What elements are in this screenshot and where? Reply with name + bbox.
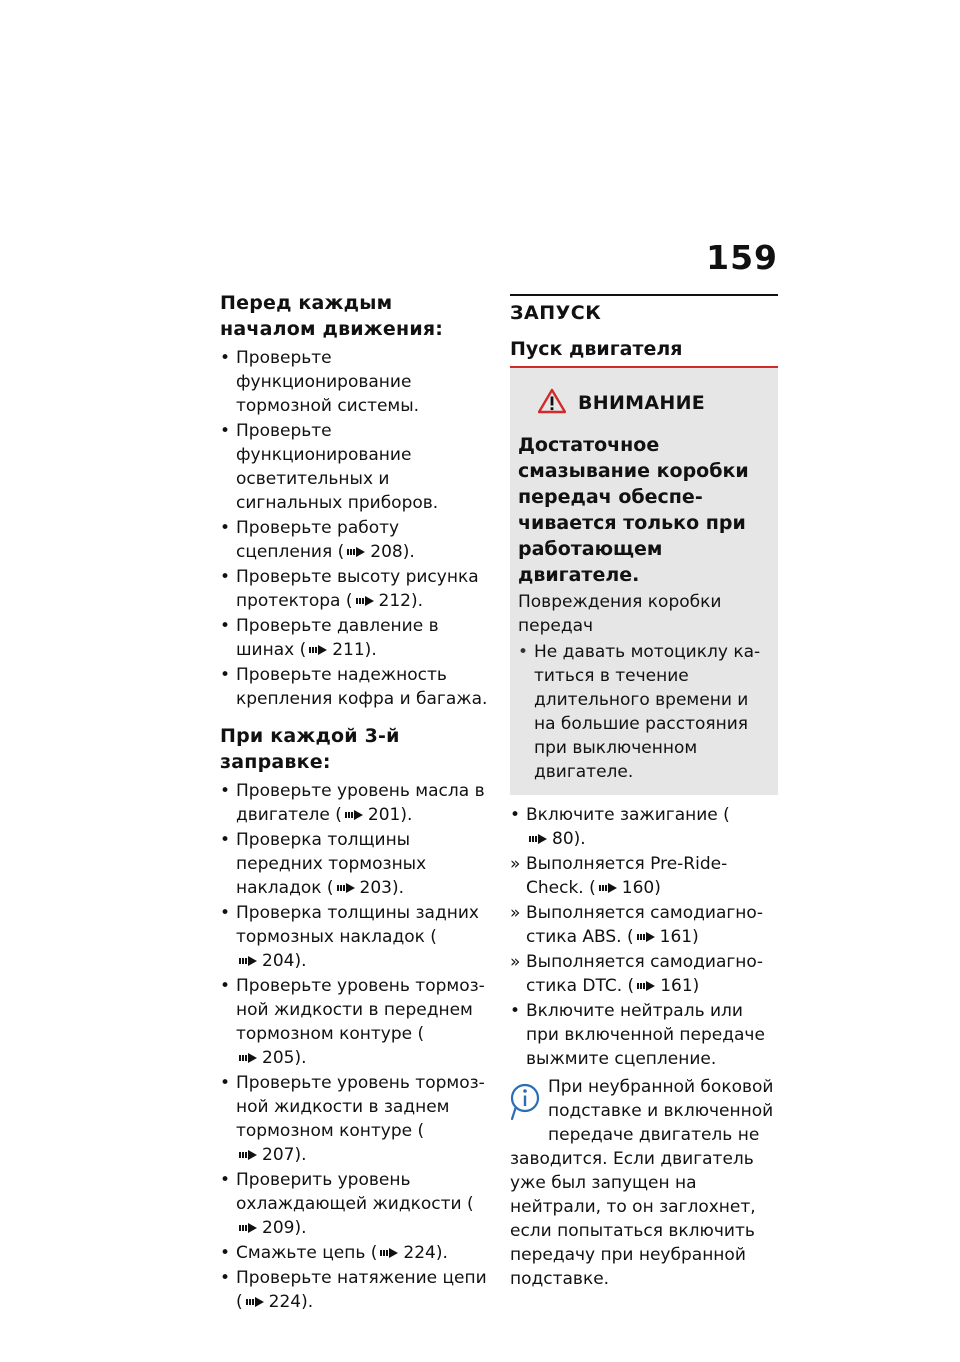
- list-item: [510, 999, 778, 1071]
- section-title-start: ЗАПУСК: [510, 302, 602, 324]
- page-reference-number: 161): [660, 976, 700, 996]
- page-reference-number: 207).: [262, 1145, 307, 1165]
- warning-list: [518, 640, 770, 784]
- list-item-text: Проверка толщины передних тормозных накладок (: [236, 830, 427, 898]
- page-reference[interactable]: [353, 589, 423, 613]
- list-item: [220, 828, 490, 900]
- list-item-text: Выполняется самодиагностика DTC. (: [526, 952, 763, 996]
- list-item: [220, 614, 490, 662]
- page-reference[interactable]: [236, 949, 306, 973]
- page-reference[interactable]: [342, 803, 412, 827]
- page-reference-arrow-icon: [344, 809, 364, 821]
- section-title-every-3rd-refuel: При каждой 3-й заправке:: [220, 725, 400, 773]
- page-reference-number: 205).: [262, 1048, 307, 1068]
- page-reference[interactable]: [236, 1216, 306, 1240]
- list-item: [220, 1071, 490, 1167]
- list-item-text: Проверка толщины задних тормозных накладок (: [236, 903, 479, 947]
- page-reference-arrow-icon: [379, 1247, 399, 1259]
- page-reference-number: 201).: [367, 805, 413, 825]
- section-rule: [510, 294, 778, 296]
- list-item: [510, 950, 778, 998]
- page-reference[interactable]: [236, 1143, 306, 1167]
- right-column: [510, 290, 778, 1291]
- list-item-text: Включите зажигание (: [526, 805, 730, 825]
- page-reference[interactable]: [634, 974, 699, 998]
- list-item: [220, 1241, 490, 1265]
- page-reference-arrow-icon: [238, 1149, 258, 1161]
- list-item: [510, 901, 778, 949]
- page-reference-arrow-icon: [598, 882, 618, 894]
- warning-header: [538, 388, 770, 418]
- page-reference[interactable]: [526, 827, 586, 851]
- list-item-text: Проверьте функционирование осветительных и сигнальных приборов.: [236, 421, 439, 513]
- page-reference-number: 224).: [268, 1292, 314, 1312]
- list-item: [220, 565, 490, 613]
- page-reference-arrow-icon: [336, 882, 356, 894]
- start-steps: [510, 803, 778, 1071]
- warning-lead: Достаточное смазывание коробки передач обеспечивается только при работающем двигателе.: [518, 434, 749, 586]
- page-reference-number: 212).: [378, 591, 423, 611]
- list-item-text: Проверьте высоту рисунка протектора (: [236, 567, 479, 611]
- info-icon: [510, 1083, 540, 1125]
- list-item-text: Проверить уровень охлаждающей жидкости (: [236, 1170, 474, 1214]
- list-item-text: Проверьте уровень масла в двигателе (: [236, 781, 485, 825]
- list-item-text: Выполняется самодиагностика ABS. (: [526, 903, 763, 947]
- page-reference-arrow-icon: [245, 1296, 265, 1308]
- left-column: [220, 290, 490, 1315]
- list-item-text: Проверьте давление в шинах (: [236, 616, 439, 660]
- page-reference[interactable]: [344, 540, 414, 564]
- page-reference[interactable]: [634, 925, 699, 949]
- page-reference-arrow-icon: [528, 833, 548, 845]
- page-reference[interactable]: [334, 876, 404, 900]
- page-reference-number: 203).: [359, 878, 405, 898]
- subsection-title-engine-start: Пуск двигателя: [510, 338, 683, 360]
- page-reference[interactable]: [306, 638, 376, 662]
- note: [510, 1075, 778, 1291]
- page-reference[interactable]: [377, 1241, 447, 1265]
- list-item-text: Проверьте надежность крепления кофра и багажа.: [236, 665, 488, 709]
- list-item: [220, 419, 490, 515]
- page-reference-number: 204).: [262, 951, 307, 971]
- page-reference[interactable]: [596, 876, 661, 900]
- warning-box: [510, 368, 778, 795]
- page-reference-arrow-icon: [238, 1222, 258, 1234]
- page-reference-arrow-icon: [636, 980, 656, 992]
- list-item: [220, 1266, 490, 1314]
- list-item: [220, 346, 490, 418]
- list-item-text: Выполняется Pre-Ride-Check. (: [526, 854, 728, 898]
- warning-label: ВНИМАНИЕ: [578, 392, 706, 414]
- page-reference-arrow-icon: [636, 931, 656, 943]
- warning-bullet: • Не давать мотоциклу катиться в течение длительного времени и на большие расстояния при выключенном двигателе.: [518, 640, 770, 784]
- page-reference[interactable]: [236, 1046, 306, 1070]
- list-item-text: Проверьте уровень тормозной жидкости в переднем тормозном контуре (: [236, 976, 485, 1044]
- list-item: [220, 974, 490, 1070]
- section-title-before-ride: Перед каждым началом движения:: [220, 292, 444, 340]
- page-reference-number: 161): [659, 927, 699, 947]
- list-item-text: Проверьте уровень тормозной жидкости в заднем тормозном контуре (: [236, 1073, 485, 1141]
- page-reference-number: 160): [621, 878, 661, 898]
- page-reference-number: 224).: [403, 1243, 448, 1263]
- list-item-text: Включите нейтраль или при включенной передаче выжмите сцепление.: [526, 1001, 765, 1069]
- list-item: [220, 779, 490, 827]
- list-item-text: Смажьте цепь (: [236, 1243, 378, 1263]
- page-reference[interactable]: [243, 1290, 313, 1314]
- list-item: [220, 1168, 490, 1240]
- list-item: [220, 663, 490, 711]
- list-item-text: Проверьте функционирование тормозной системы.: [236, 348, 420, 416]
- page-reference-number: 209).: [262, 1218, 307, 1238]
- warning-triangle-icon: [538, 388, 566, 418]
- page-reference-number: 208).: [370, 542, 415, 562]
- checklist-before-ride: [220, 346, 490, 711]
- list-item-text: Проверьте работу сцепления (: [236, 518, 400, 562]
- page-reference-number: 80).: [552, 829, 586, 849]
- list-item-text: Проверьте натяжение цепи (: [236, 1268, 487, 1312]
- note-text: При неубранной боковой подставке и включенной передаче двигатель не заводится. Если двигатель уже был запущен на нейтрали, то он заглохнет, если попытаться включить передачу при неубранной подставке.: [510, 1077, 774, 1289]
- page-reference-arrow-icon: [308, 644, 328, 656]
- list-item: [220, 901, 490, 973]
- page-number: 159: [706, 238, 778, 277]
- list-item: [220, 516, 490, 564]
- warning-text: Повреждения коробки передач: [518, 592, 722, 636]
- list-item: [510, 803, 778, 851]
- page-reference-number: 211).: [332, 640, 377, 660]
- page-reference-arrow-icon: [355, 595, 375, 607]
- list-item: [510, 852, 778, 900]
- page-reference-arrow-icon: [346, 546, 366, 558]
- checklist-every-3rd-refuel: [220, 779, 490, 1314]
- page-reference-arrow-icon: [238, 1052, 258, 1064]
- page-reference-arrow-icon: [238, 955, 258, 967]
